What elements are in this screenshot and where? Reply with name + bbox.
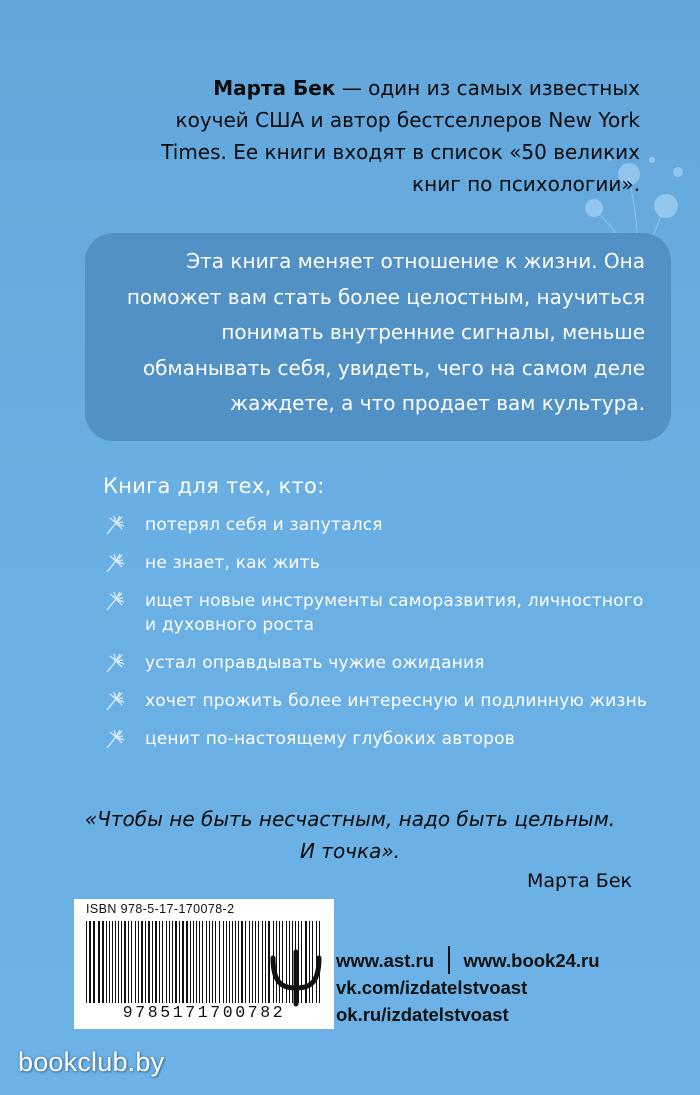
audience-item-text: хочет прожить более интересную и подлинную жизнь	[145, 691, 648, 711]
social-link-vk[interactable]: vk.com/izdatelstvoast	[336, 977, 528, 998]
site-link-ast[interactable]: www.ast.ru	[336, 949, 435, 971]
link-separator	[448, 946, 450, 974]
isbn-label: ISBN 978-5-17-170078-2	[86, 902, 235, 916]
audience-item	[100, 589, 660, 637]
audience-item-text: не знает, как жить	[145, 553, 320, 573]
site-link-book24[interactable]: www.book24.ru	[463, 949, 600, 971]
promo-box	[85, 233, 671, 441]
promo-line: обманывать себя, увидеть, чего на самом деле	[142, 355, 645, 380]
quote	[50, 803, 650, 867]
audience-item-text: ценит по-настоящему глубоких авторов	[145, 729, 515, 749]
bio-line4: книг по психологии».	[412, 172, 640, 196]
dandelion-seed-icon	[103, 652, 125, 674]
dandelion-seed-icon	[103, 728, 125, 750]
audience-item	[100, 513, 660, 537]
audience-list	[100, 513, 660, 751]
audience-item	[100, 727, 660, 751]
promo-line: жаждете, а что продает вам культура.	[230, 391, 645, 415]
audience-item	[100, 689, 660, 713]
bio-line3: Times. Ее книги входят в список «50 великих	[161, 140, 640, 164]
audience-item	[100, 551, 660, 575]
watermark: bookclub.by	[18, 1047, 165, 1077]
publisher-links	[336, 946, 600, 1028]
audience-title: Книга для тех, кто:	[103, 474, 325, 498]
quote-line1: «Чтобы не быть несчастным, надо быть цельным.	[84, 807, 616, 831]
bio-line2: коучей США и автор бестселлеров New York	[175, 108, 640, 132]
dandelion-seed-icon	[103, 514, 125, 536]
audience-item	[100, 651, 660, 675]
quote-line2: И точка».	[299, 839, 401, 863]
social-link-ok[interactable]: ok.ru/izdatelstvoast	[336, 1004, 509, 1025]
dandelion-seed-icon	[103, 590, 125, 612]
quote-author: Марта Бек	[526, 870, 632, 892]
audience-item-text: потерял себя и запутался	[145, 515, 383, 535]
audience-item-text: устал оправдывать чужие ожидания	[145, 653, 485, 673]
barcode-digits: 9785171700782	[122, 1003, 286, 1022]
promo-line: понимать внутренние сигналы, меньше	[221, 320, 645, 344]
audience-item-text: ищет новые инструменты саморазвития, личностного и духовного роста	[145, 591, 644, 635]
dandelion-seed-icon	[103, 690, 125, 712]
dandelion-seed-icon	[103, 552, 125, 574]
publisher-logo-icon	[265, 946, 327, 1008]
promo-line: поможет вам стать более целостным, научиться	[126, 284, 645, 309]
bio-line1: — один из самых известных	[335, 76, 640, 100]
promo-line: Эта книга меняет отношение к жизни. Она	[186, 249, 645, 273]
author-name: Марта Бек	[213, 76, 336, 100]
author-bio	[60, 72, 640, 200]
